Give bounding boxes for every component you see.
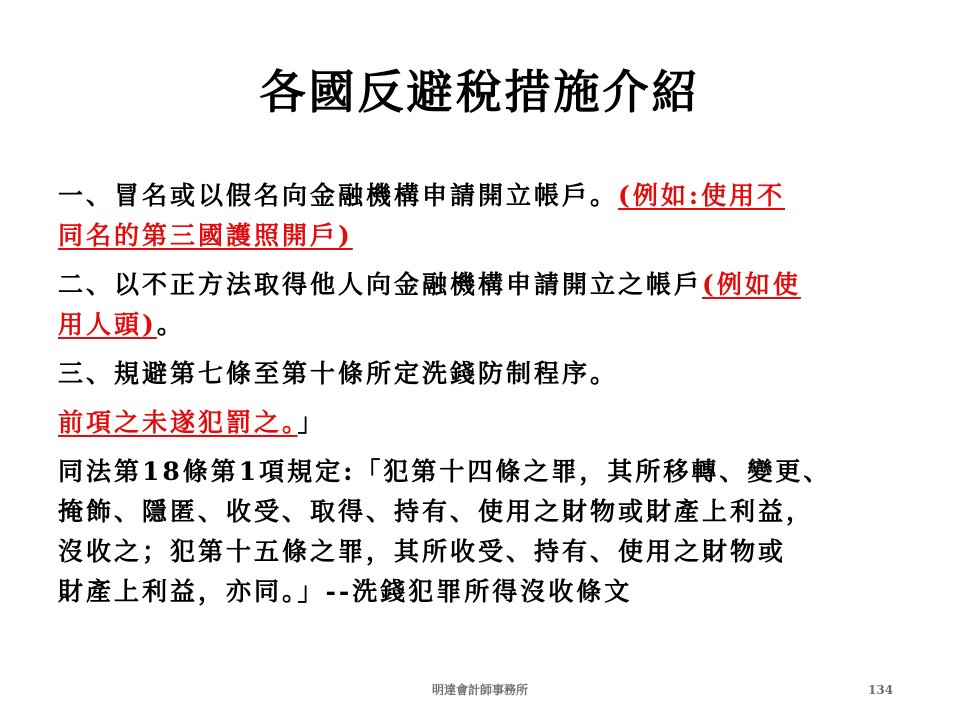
item-5-line-1: 同法第18條第1項規定:「犯第十四條之罪，其所移轉、變更、 [58,457,832,486]
item-2-example-cont: 用人頭) [58,310,157,339]
item-2-period: 。 [156,310,185,339]
item-5 [58,452,918,612]
slide-title: 各國反避稅措施介紹 [259,65,701,119]
item-1-example: (例如:使用不 [618,181,786,210]
item-5-line-4: 財產上利益，亦同。」--洗錢犯罪所得沒收條文 [58,577,633,606]
footer-firm-name: 明達會計師事務所 [431,683,528,697]
item-4-red-text: 前項之未遂犯罰之。 [58,408,298,437]
item-4-quote-close: 」 [297,408,326,437]
item-2-line-2 [58,305,918,345]
slide-body [58,176,918,621]
item-2 [58,265,918,345]
item-3 [58,354,918,394]
item-2-example: (例如使 [702,270,801,299]
item-5-line-3: 沒收之；犯第十五條之罪，其所收受、持有、使用之財物或 [58,537,787,566]
item-1 [58,176,918,256]
item-1-line-2 [58,216,918,256]
item-2-text: 二、以不正方法取得他人向金融機構申請開立之帳戶 [58,270,703,299]
item-5-line-2: 掩飾、隱匿、收受、取得、持有、使用之財物或財產上利益， [58,497,815,526]
item-4 [58,403,918,443]
item-1-example-cont: 同名的第三國護照開戶) [58,221,353,250]
item-1-text: 一、冒名或以假名向金融機構申請開立帳戶。 [58,181,619,210]
item-3-line-1: 三、規避第七條至第十條所定洗錢防制程序。 [58,359,619,388]
item-2-line-1 [58,265,918,305]
item-4-line-1 [58,403,918,443]
item-1-line-1 [58,176,918,216]
footer-page-number: 134 [868,683,894,697]
